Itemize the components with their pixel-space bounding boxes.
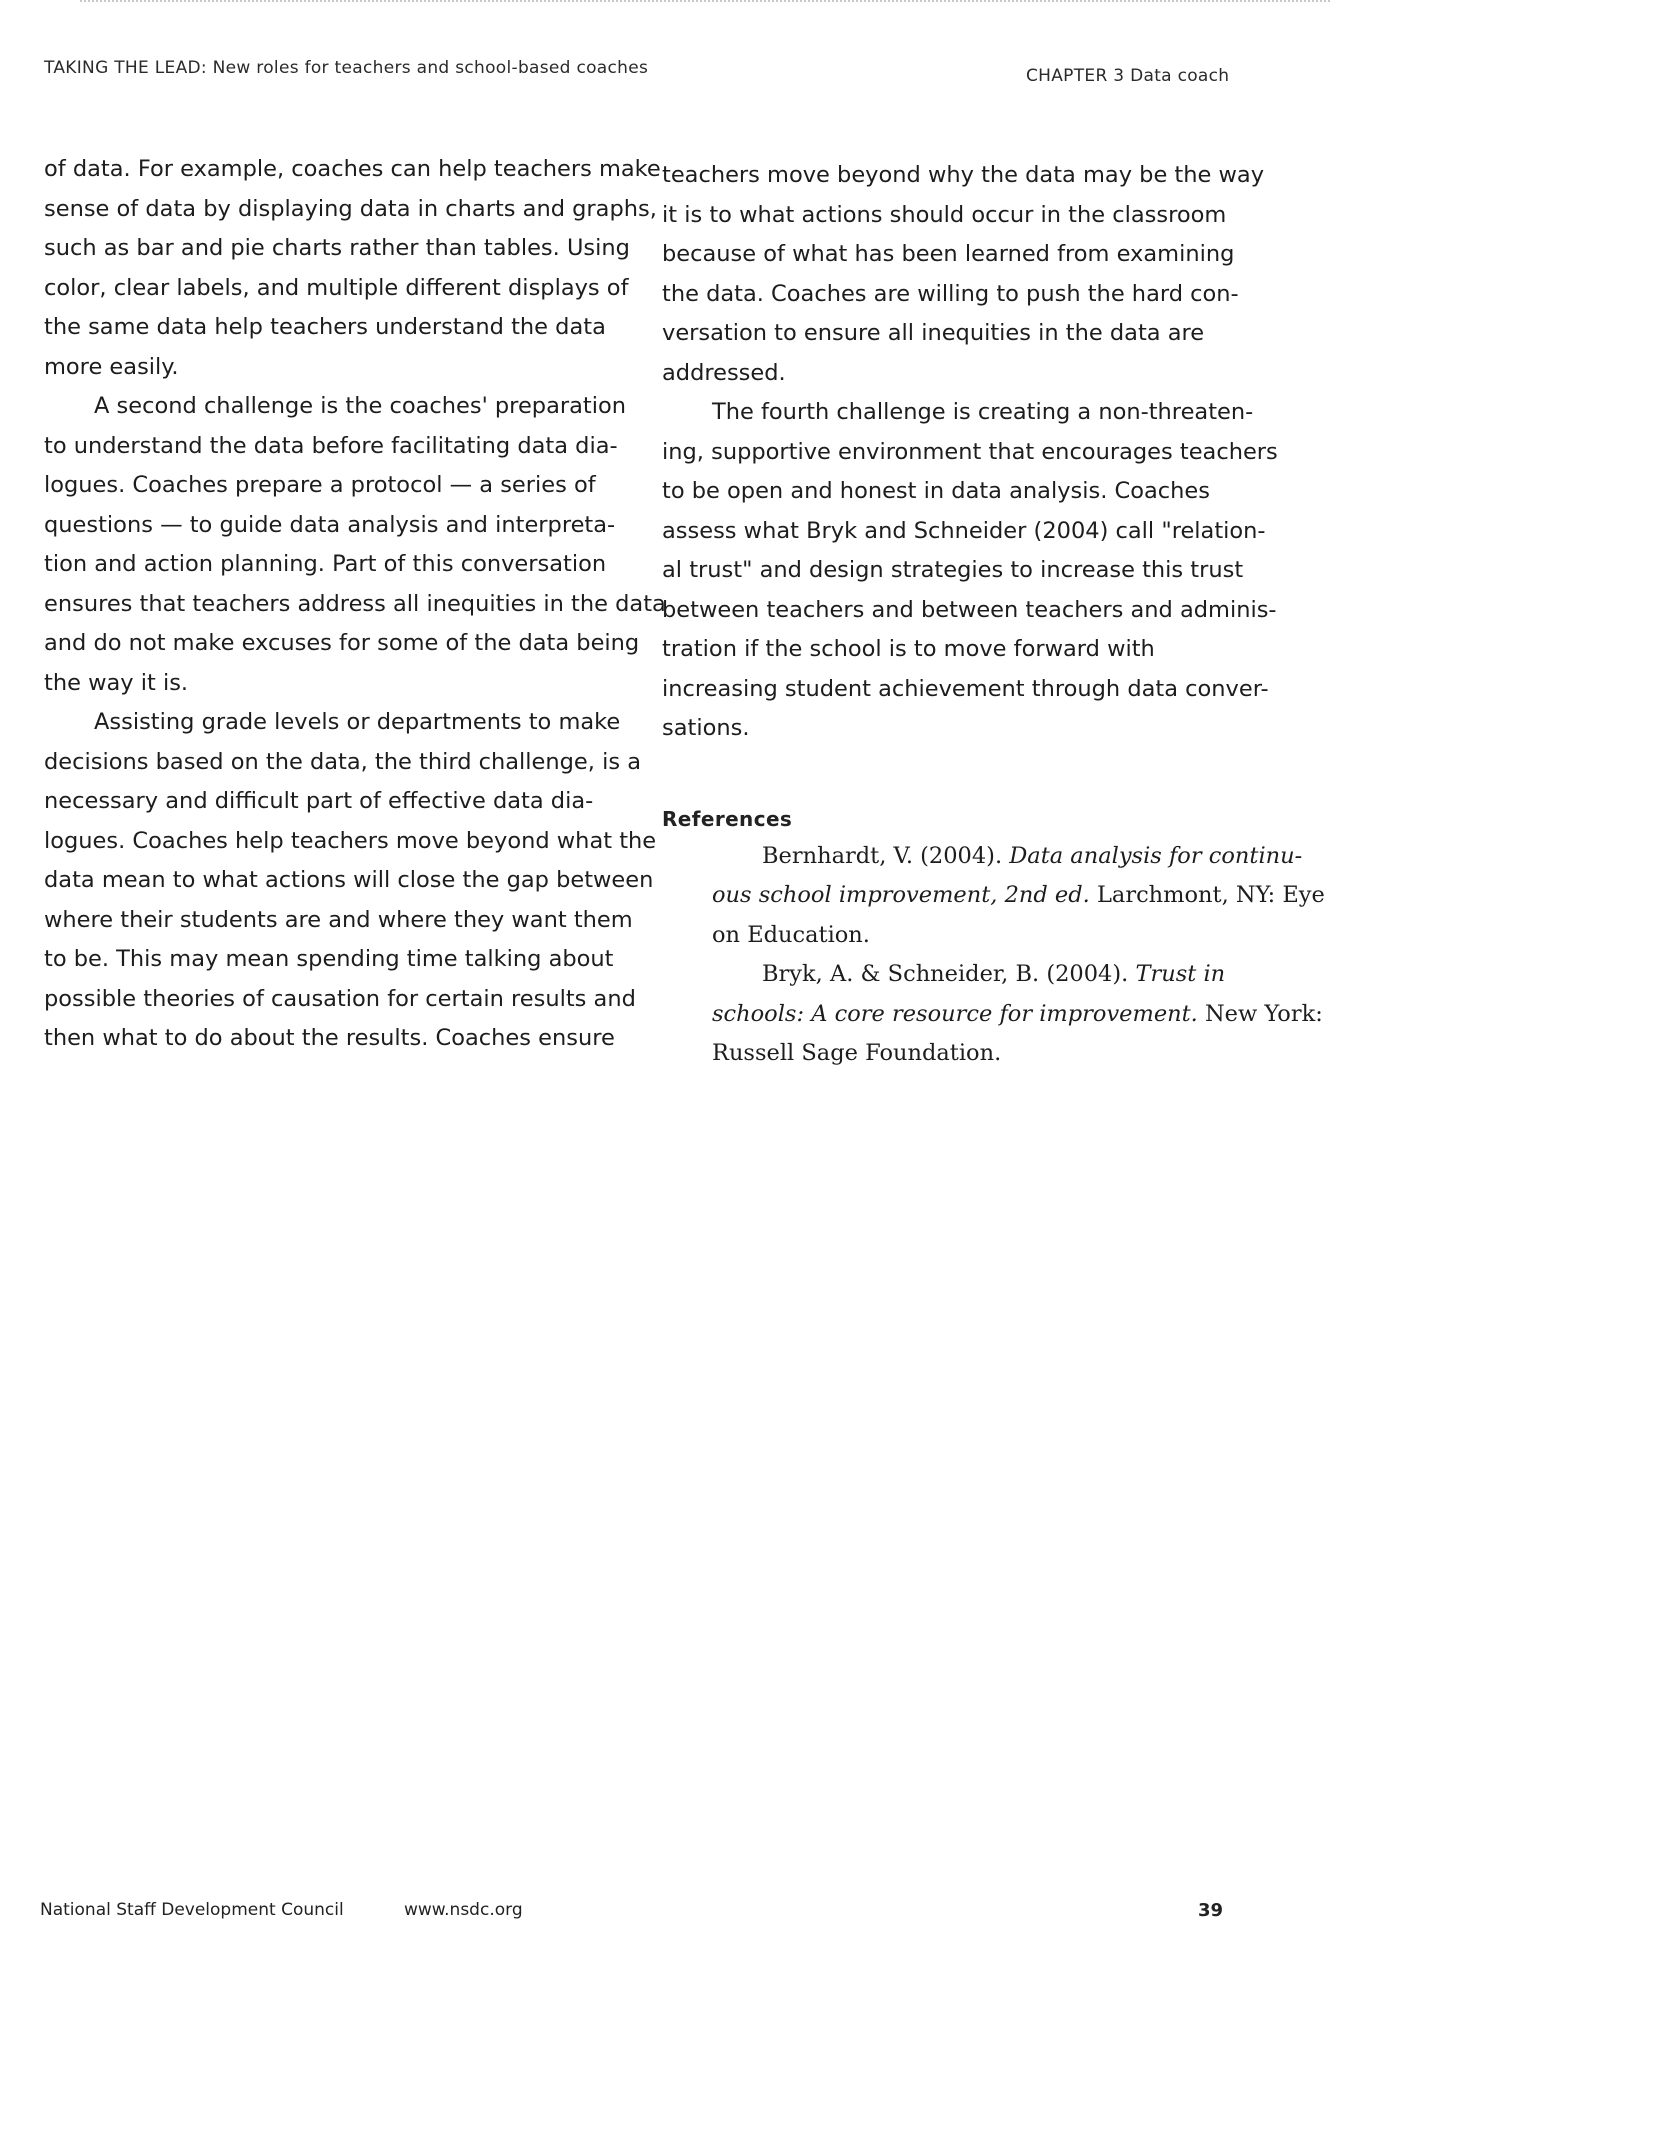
text-line: addressed. <box>662 359 786 386</box>
page-number: 39 <box>1198 1900 1224 1921</box>
paragraph <box>44 387 666 703</box>
text-line: The fourth challenge is creating a non-threaten- <box>712 399 1254 425</box>
text-line: the way it is. <box>44 669 189 696</box>
text-line: tration if the school is to move forward with <box>662 636 1155 662</box>
text-line: such as bar and pie charts rather than tables. Using <box>44 235 630 261</box>
running-header-left: TAKING THE LEAD: New roles for teachers and school-based coaches <box>44 58 649 78</box>
reference-title: Trust in <box>1135 961 1226 987</box>
reference-line <box>662 837 1303 877</box>
text-line: between teachers and between teachers and adminis- <box>662 596 1277 623</box>
text-line: increasing student achievement through data conver- <box>662 675 1269 702</box>
text-line: then what to do about the results. Coaches ensure <box>44 1025 615 1051</box>
text-line: to be open and honest in data analysis. Coaches <box>662 478 1210 504</box>
reference-publisher: Larchmont, NY: Eye <box>1089 882 1325 908</box>
text-line: al trust" and design strategies to increase this trust <box>662 557 1244 583</box>
text-line: possible theories of causation for certain results and <box>44 985 636 1012</box>
text-line: versation to ensure all inequities in the data are <box>662 320 1205 346</box>
reference-entry <box>662 955 1323 1074</box>
text-line: sations. <box>662 715 750 741</box>
text-line: logues. Coaches help teachers move beyond what the <box>44 827 657 854</box>
paragraph <box>662 393 1278 749</box>
text-line: because of what has been learned from examining <box>662 241 1235 267</box>
running-header-right: CHAPTER 3 Data coach <box>1026 66 1230 86</box>
text-line: Assisting grade levels or departments to make <box>94 709 621 735</box>
reference-line: on Education. <box>712 921 870 948</box>
text-line: the data. Coaches are willing to push the hard con- <box>662 280 1239 307</box>
text-line: data mean to what actions will close the gap between <box>44 867 654 893</box>
reference-title: Data analysis for continu- <box>1009 842 1303 869</box>
paragraph <box>662 156 1265 393</box>
text-line: more easily. <box>44 353 179 380</box>
reference-author: Bernhardt, V. (2004). <box>762 842 1010 869</box>
reference-line <box>662 995 1323 1035</box>
reference-entry <box>662 837 1325 956</box>
text-line: teachers move beyond why the data may be the way <box>662 162 1265 188</box>
text-line: the same data help teachers understand the data <box>44 314 606 340</box>
reference-line: Russell Sage Foundation. <box>712 1040 1002 1066</box>
reference-line <box>662 955 1246 995</box>
text-line: sense of data by displaying data in charts and graphs, <box>44 195 657 222</box>
text-line: to understand the data before facilitating data dia- <box>44 432 618 459</box>
text-line: decisions based on the data, the third challenge, is a <box>44 748 641 775</box>
reference-title: schools: A core resource for improvement. <box>712 1000 1198 1027</box>
paragraph <box>44 703 657 1059</box>
left-column <box>44 150 666 1059</box>
text-line: tion and action planning. Part of this conversation <box>44 551 607 577</box>
reference-title: ous school improvement, 2nd ed. <box>712 882 1090 908</box>
scan-artifact <box>80 0 1330 10</box>
text-line: color, clear labels, and multiple different displays of <box>44 274 629 301</box>
text-line: logues. Coaches prepare a protocol — a series of <box>44 472 596 498</box>
text-line: questions — to guide data analysis and interpreta- <box>44 511 616 538</box>
footer-organization: National Staff Development Council <box>40 1900 344 1920</box>
reference-author: Bryk, A. & Schneider, B. (2004). <box>762 961 1136 987</box>
text-line: A second challenge is the coaches' preparation <box>94 393 626 419</box>
text-line: assess what Bryk and Schneider (2004) call "relation- <box>662 517 1266 544</box>
reference-publisher: New York: <box>1197 1000 1323 1027</box>
right-column <box>662 156 1325 1074</box>
text-line: necessary and difficult part of effective data dia- <box>44 788 594 814</box>
text-line: ensures that teachers address all inequities in the data <box>44 590 666 617</box>
paragraph <box>44 150 661 387</box>
text-line: to be. This may mean spending time talking about <box>44 946 614 972</box>
text-line: it is to what actions should occur in the classroom <box>662 201 1227 228</box>
text-line: ing, supportive environment that encourages teachers <box>662 438 1278 465</box>
references-heading: References <box>662 806 793 831</box>
text-line: where their students are and where they want them <box>44 906 633 933</box>
text-line: and do not make excuses for some of the data being <box>44 630 640 656</box>
footer-url: www.nsdc.org <box>404 1900 523 1920</box>
reference-line <box>662 876 1325 916</box>
text-line: of data. For example, coaches can help teachers make <box>44 156 661 182</box>
